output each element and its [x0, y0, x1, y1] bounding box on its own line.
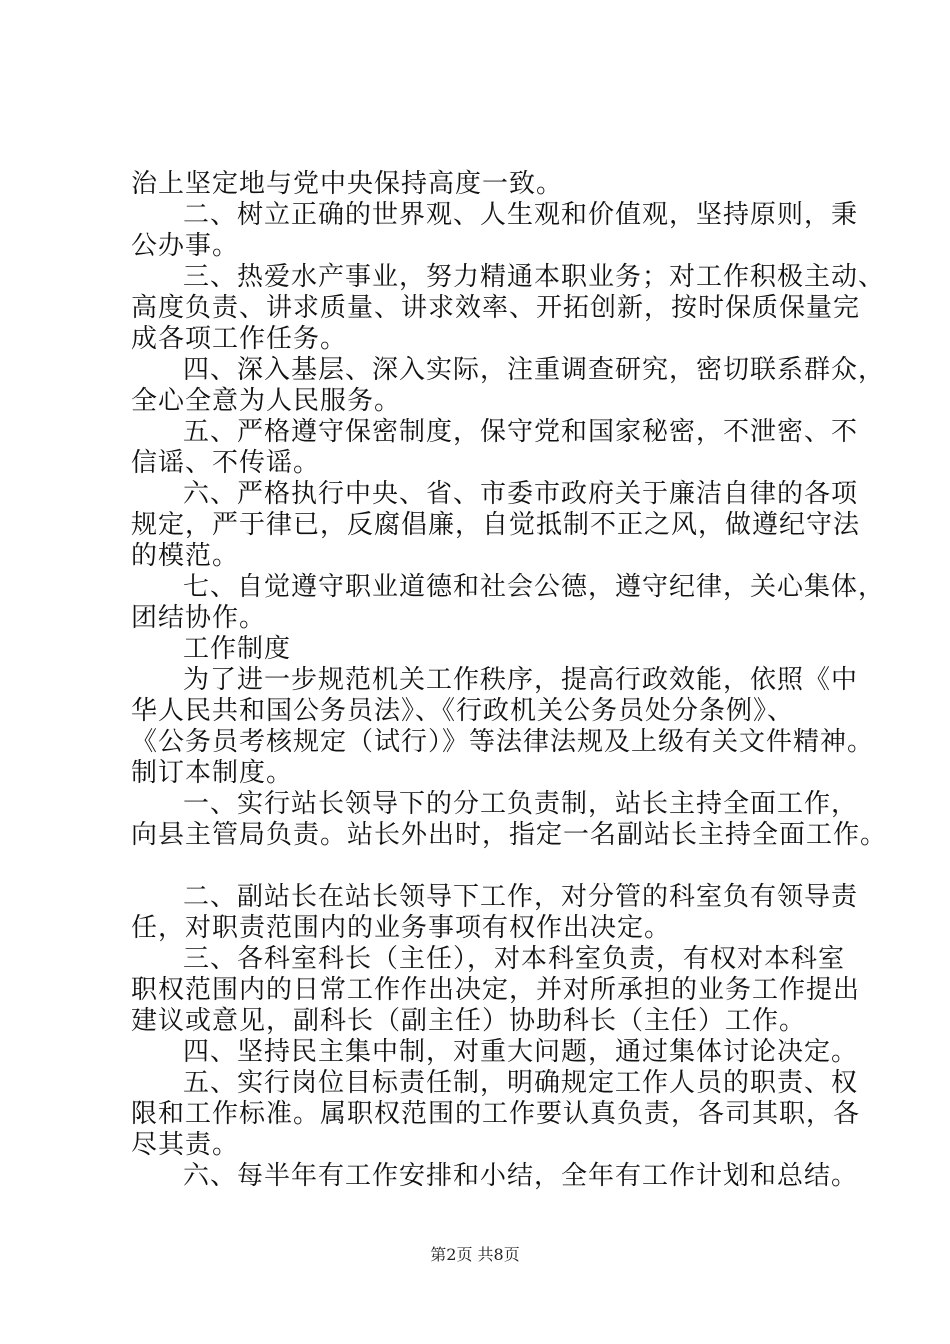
text-line: 团结协作。: [131, 603, 267, 633]
text-line: 限和工作标准。属职权范围的工作要认真负责，各司其职，各: [131, 1099, 861, 1129]
text-line: 尽其责。: [131, 1130, 240, 1160]
text-line: 的模范。: [131, 541, 240, 571]
section-heading: 工作制度: [183, 634, 292, 664]
text-line: 制订本制度。: [131, 758, 294, 788]
text-line: 向县主管局负责。站长外出时，指定一名副站长主持全面工作。: [131, 820, 888, 850]
page-number-footer: 第2页 共8页: [430, 1245, 520, 1264]
text-line: 五、实行岗位目标责任制，明确规定工作人员的职责、权: [183, 1068, 859, 1098]
text-line: 六、每半年有工作安排和小结，全年有工作计划和总结。: [183, 1161, 859, 1191]
text-line: 华人民共和国公务员法》、《行政机关公务员处分条例》、: [131, 696, 795, 726]
text-line: 二、树立正确的世界观、人生观和价值观，坚持原则，秉: [183, 200, 859, 230]
text-line: 三、各科室科长（主任），对本科室负责，有权对本科室: [183, 944, 846, 974]
text-line: 治上坚定地与党中央保持高度一致。: [131, 169, 564, 199]
text-line: 四、深入基层、深入实际，注重调查研究，密切联系群众，: [183, 355, 886, 385]
text-line: 一、实行站长领导下的分工负责制，站长主持全面工作，: [183, 789, 859, 819]
text-line: 六、严格执行中央、省、市委市政府关于廉洁自律的各项: [183, 479, 859, 509]
text-line: 职权范围内的日常工作作出决定，并对所承担的业务工作提出: [131, 975, 861, 1005]
blank-line: [131, 851, 831, 882]
text-line: 全心全意为人民服务。: [131, 386, 402, 416]
document-body: [131, 169, 888, 1192]
text-line: 四、坚持民主集中制，对重大问题，通过集体讨论决定。: [183, 1037, 859, 1067]
text-line: 建议或意见，副科长（副主任）协助科长（主任）工作。: [131, 1006, 807, 1036]
text-line: 二、副站长在站长领导下工作，对分管的科室负有领导责: [183, 882, 859, 912]
text-line: 《公务员考核规定（试行）》等法律法规及上级有关文件精神。: [131, 727, 875, 757]
text-line: 公办事。: [131, 231, 240, 261]
text-line: 任，对职责范围内的业务事项有权作出决定。: [131, 913, 672, 943]
text-line: 五、严格遵守保密制度，保守党和国家秘密，不泄密、不: [183, 417, 859, 447]
text-line: 三、热爱水产事业，努力精通本职业务；对工作积极主动、: [183, 262, 886, 292]
text-line: 七、自觉遵守职业道德和社会公德，遵守纪律，关心集体，: [183, 572, 886, 602]
text-line: 高度负责、讲求质量、讲求效率、开拓创新，按时保质保量完: [131, 293, 861, 323]
text-line: 成各项工作任务。: [131, 324, 348, 354]
text-line: 规定，严于律已，反腐倡廉，自觉抵制不正之风，做遵纪守法: [131, 510, 861, 540]
text-line: 信谣、不传谣。: [131, 448, 321, 478]
text-line: 为了进一步规范机关工作秩序，提高行政效能，依照《中: [183, 665, 859, 695]
